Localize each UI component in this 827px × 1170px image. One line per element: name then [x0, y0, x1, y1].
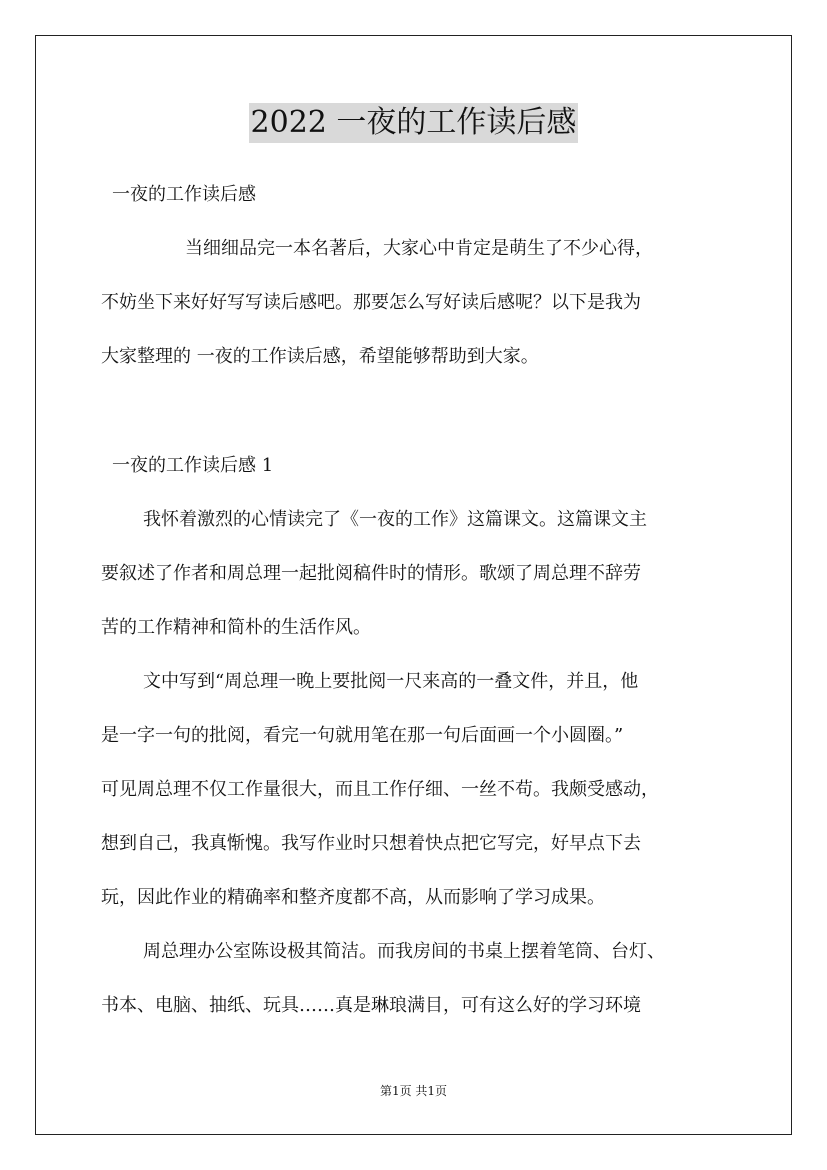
- page-footer: 第1页 共1页: [379, 1084, 448, 1098]
- paragraph-line: 当细细品完一本名著后，大家心中肯定是萌生了不少心得，: [185, 238, 653, 259]
- paragraph-line: 要叙述了作者和周总理一起批阅稿件时的情形。歌颂了周总理不辞劳: [101, 563, 641, 584]
- paragraph-line: 周总理办公室陈设极其简洁。而我房间的书桌上摆着笔筒、台灯、: [143, 941, 665, 962]
- document-title: 2022 一夜的工作读后感: [249, 103, 579, 143]
- paragraph-line: 苦的工作精神和简朴的生活作风。: [101, 617, 371, 638]
- paragraph-line: 不妨坐下来好好写写读后感吧。那要怎么写好读后感呢？以下是我为: [101, 292, 641, 313]
- paragraph-line: 我怀着激烈的心情读完了《一夜的工作》这篇课文。这篇课文主: [143, 509, 647, 530]
- paragraph-line: 大家整理的 一夜的工作读后感，希望能够帮助到大家。: [101, 346, 539, 367]
- section-heading: 一夜的工作读后感: [112, 184, 256, 205]
- paragraph-line: 文中写到“周总理一晚上要批阅一尺来高的一叠文件，并且，他: [143, 671, 639, 692]
- paragraph-line: 是一字一句的批阅，看完一句就用笔在那一句后面画一个小圆圈。”: [101, 725, 624, 746]
- paragraph-line: 想到自己，我真惭愧。我写作业时只想着快点把它写完，好早点下去: [101, 833, 641, 854]
- title-container: [0, 103, 827, 143]
- section-heading: 一夜的工作读后感 1: [112, 455, 274, 476]
- paragraph-line: 书本、电脑、抽纸、玩具……真是琳琅满目，可有这么好的学习环境: [101, 995, 641, 1016]
- paragraph-line: 可见周总理不仅工作量很大，而且工作仔细、一丝不苟。我颇受感动，: [101, 779, 659, 800]
- paragraph-line: 玩，因此作业的精确率和整齐度都不高，从而影响了学习成果。: [101, 887, 605, 908]
